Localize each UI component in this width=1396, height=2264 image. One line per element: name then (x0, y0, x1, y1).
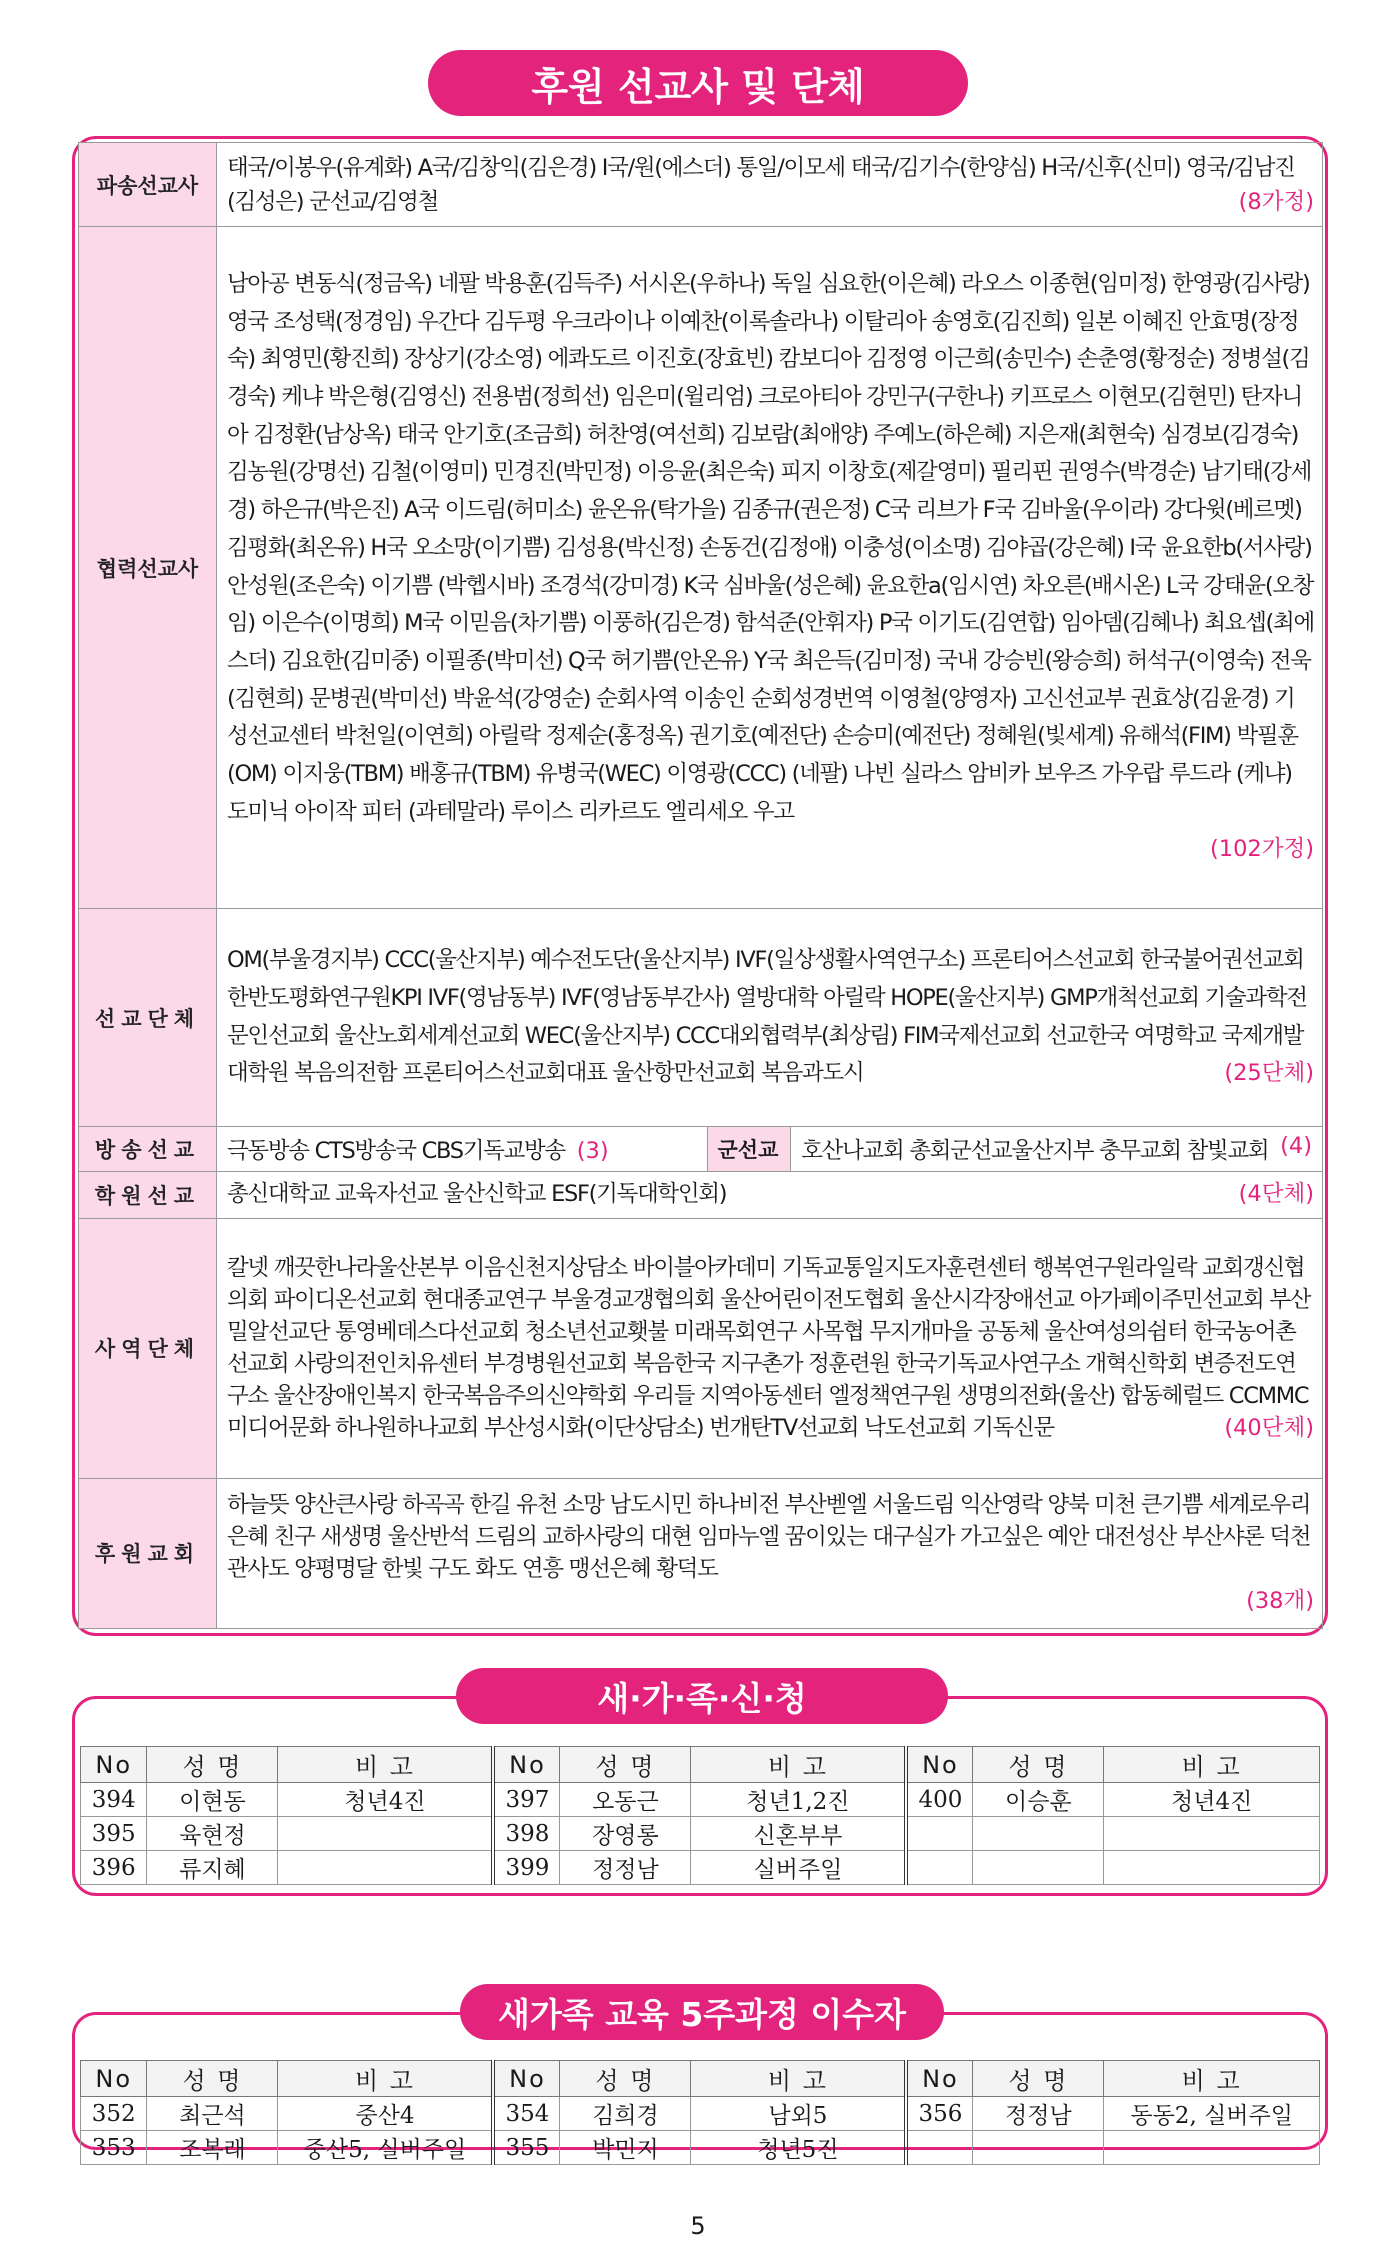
dispatch-text: 태국/이봉우(유계화) A국/김창익(김은경) I국/원(에스더) 통일/이모세 태국/김기수(한양심) H국/신후(신미) 영국/김남진(김성은) 군선교/김영철 (227, 154, 1295, 215)
table-row (81, 1817, 1320, 1851)
ministry-count: (40단체) (1224, 1415, 1314, 1442)
entry-note: 남외5 (691, 2097, 907, 2131)
entry-no: 399 (493, 1851, 559, 1885)
ministry-label: 사역단체 (79, 1218, 217, 1478)
entry-no: 353 (81, 2131, 147, 2165)
header-name: 성 명 (973, 2061, 1104, 2097)
entry-note (278, 1817, 494, 1851)
entry-name: 류지혜 (147, 1851, 278, 1885)
churches-count: (38개) (1246, 1588, 1314, 1615)
entry-name: 조복래 (147, 2131, 278, 2165)
new-family-table (80, 1746, 1320, 1885)
ministry-text: 칼넷 깨끗한나라울산본부 이음신천지상담소 바이블아카데미 기독교통일지도자훈련센터 행복연구원라일락 교회갱신협의회 파이디온선교회 현대종교연구 부울경교갱협의회 울산어린이전도협회 울산시각장애선교 아가페이주민선교회 부산밀알선교단 통영베데스다선교회 청소년선교횃불 미래목회연구 사목협 무지개마을 공동체 울산여성의쉼터 한국농어촌선교회 사랑의전인치유센터 부경병원선교회 복음한국 지구촌가 정훈련원 한국기독교사연구소 개혁신학회 변증전도연구소 울산장애인복지 한국복음주의신약학회 우리들 지역아동센터 엘정책연구원 생명의전화(울산) 합동헤럴드 CCMMC미디어문화 하나원하나교회 부산성시화(이단상담소) 번개탄TV선교회 낙도선교회 기독신문 (227, 1255, 1311, 1442)
entry-note: 청년4진 (278, 1783, 494, 1817)
entry-no (906, 1851, 972, 1885)
campus-content (217, 1172, 1323, 1219)
entry-no: 397 (493, 1783, 559, 1817)
mission-orgs-row (79, 909, 1323, 1127)
sponsor-table (78, 142, 1323, 1629)
entry-note: 청년1,2진 (691, 1783, 907, 1817)
header-no: No (81, 1747, 147, 1783)
entry-note: 중산5, 실버주일 (278, 2131, 494, 2165)
entry-no: 398 (493, 1817, 559, 1851)
cooperating-text: 남아공 변동식(정금옥) 네팔 박용훈(김득주) 서시온(우하나) 독일 심요한(이은혜) 라오스 이종현(임미정) 한영광(김사랑) 영국 조성택(정경임) 우간다 김두평 우크라이나 이예찬(이록솔라나) 이탈리아 송영호(김진희) 일본 이혜진 안효명(장정숙) 최영민(황진희) 장상기(강소영) 에콰도르 이진호(장효빈) 캄보디아 김정영 이근희(송민수) 손춘영(황정순) 정병설(김경숙) 케냐 박은형(김영신) 전용범(정희선) 임은미(윌리엄) 크로아티아 강민구(구한나) 키프로스 이현모(김현민) 탄자니아 김정환(남상옥) 태국 안기호(조금희) 허찬영(여선희) 김보람(최애양) 주예노(하은혜) 지은재(최현숙) 심경보(김경숙) 김농원(강명선) 김철(이영미) 민경진(박민정) 이응윤(최은숙) 피지 이창호(제갈영미) 필리핀 권영수(박경순) 남기태(강세경) 하은규(박은진) A국 이드림(허미소) 윤온유(탁가을) 김종규(권은정) C국 리브가 F국 김바울(우이라) 강다윗(베르멧) 김평화(최온유) H국 오소망(이기쁨) 김성용(박신정) 손동건(김정애) 이충성(이소명) 김야곱(강은혜) I국 윤요한b(서사랑) 안성원(조은숙) 이기쁨 (박헵시바) 조경석(강미경) K국 심바울(성은혜) 윤요한a(임시연) 차오른(배시온) L국 강태윤(오창임) 이은수(이명희) M국 이믿음(차기쁨) 이풍하(김은경) 함석준(안휘자) P국 이기도(김연합) 임아뎀(김혜나) 최요셉(최에스더) 김요한(김미중) 이필종(박미선) Q국 허기쁨(안온유) Y국 최은득(김미정) 국내 강승빈(왕승희) 허석구(이영숙) 전욱(김현희) 문병권(박미선) 박윤석(강영순) 순회사역 이송인 순회성경번역 이영철(양영자) 고신선교부 권효상(김윤경) 기성선교센터 박천일(이연희) 아릴락 정제순(홍정옥) 권기호(예전단) 손승미(예전단) 정혜원(빛세계) 유해석(FIM) 박필훈(OM) 이지웅(TBM) 배홍규(TBM) 유병국(WEC) 이영광(CCC) (네팔) 나빈 실라스 암비카 보우즈 가우랍 루드라 (케냐) 도미닉 아이작 피터 (과테말라) 루이스 리카르도 엘리세오 우고 (227, 270, 1314, 825)
dispatch-row (79, 143, 1323, 227)
table-row (81, 2097, 1320, 2131)
cooperating-label: 협력선교사 (79, 227, 217, 909)
campus-row (79, 1172, 1323, 1219)
header-note: 비 고 (691, 2061, 907, 2097)
entry-note: 동동2, 실버주일 (1104, 2097, 1320, 2131)
mission-orgs-text: OM(부울경지부) CCC(울산지부) 예수전도단(울산지부) IVF(일상생활사역연구소) 프론티어스선교회 한국불어권선교회 한반도평화연구원KPI IVF(영남동부) IVF(영남동부간사) 열방대학 아릴락 HOPE(울산지부) GMP개척선교회 기술과학전문인선교회 울산노회세계선교회 WEC(울산지부) CCC대외협력부(최상림) FIM국제선교회 선교한국 여명학교 국제개발대학원 복음의전함 프론티어스선교회대표 울산항만선교회 복음과도시 (227, 947, 1307, 1087)
entry-no: 400 (906, 1783, 972, 1817)
header-name: 성 명 (147, 1747, 278, 1783)
edu-completion-title: 새가족 교육 5주과정 이수자 (460, 1984, 944, 2040)
page-number: 5 (690, 2212, 706, 2240)
header-no: No (493, 1747, 559, 1783)
entry-no: 394 (81, 1783, 147, 1817)
header-note: 비 고 (1104, 1747, 1320, 1783)
header-note: 비 고 (691, 1747, 907, 1783)
entry-no: 355 (493, 2131, 559, 2165)
entry-name: 박민지 (560, 2131, 691, 2165)
military-count: (4) (1280, 1133, 1312, 1159)
entry-no: 356 (906, 2097, 972, 2131)
entry-name: 정정남 (973, 2097, 1104, 2131)
cooperating-row (79, 227, 1323, 909)
header-no: No (906, 1747, 972, 1783)
edu-completion-table (80, 2060, 1320, 2165)
entry-name (973, 2131, 1104, 2165)
campus-count: (4단체) (1238, 1181, 1314, 1207)
header-no: No (906, 2061, 972, 2097)
header-note: 비 고 (278, 2061, 494, 2097)
header-name: 성 명 (973, 1747, 1104, 1783)
header-no: No (493, 2061, 559, 2097)
entry-note (1104, 1817, 1320, 1851)
dispatch-count: (8가정) (1238, 188, 1314, 215)
dispatch-label: 파송선교사 (79, 143, 217, 227)
churches-content (217, 1478, 1323, 1628)
military-text: 호산나교회 총회군선교울산지부 충무교회 참빛교회 (801, 1138, 1269, 1164)
broadcast-label: 방송선교 (79, 1127, 217, 1172)
table-row (81, 1851, 1320, 1885)
entry-no: 354 (493, 2097, 559, 2131)
ministry-row (79, 1218, 1323, 1478)
entry-note: 청년4진 (1104, 1783, 1320, 1817)
header-note: 비 고 (1104, 2061, 1320, 2097)
mission-orgs-count: (25단체) (1224, 1060, 1314, 1087)
entry-name: 장영롱 (560, 1817, 691, 1851)
header-name: 성 명 (147, 2061, 278, 2097)
campus-label: 학원선교 (79, 1172, 217, 1219)
mission-orgs-content (217, 909, 1323, 1127)
entry-note: 청년5진 (691, 2131, 907, 2165)
entry-note (1104, 2131, 1320, 2165)
entry-note (1104, 1851, 1320, 1885)
header-note: 비 고 (278, 1747, 494, 1783)
broadcast-text: 극동방송 CTS방송국 CBS기독교방송 (227, 1138, 565, 1164)
entry-note (278, 1851, 494, 1885)
churches-text: 하늘뜻 양산큰사랑 하곡곡 한길 유천 소망 남도시민 하나비전 부산벧엘 서울드림 익산영락 양북 미천 큰기쁨 세계로우리 은혜 친구 새생명 울산반석 드림의 교하사랑의 대현 임마누엘 꿈이있는 대구실가 가고싶은 예안 대전성산 부산샤론 덕천 관사도 양평명달 한빛 구도 화도 연흥 맹선은혜 황덕도 (227, 1492, 1311, 1583)
cooperating-count: (102가정) (1210, 836, 1314, 863)
entry-no: 352 (81, 2097, 147, 2131)
entry-name: 오동근 (560, 1783, 691, 1817)
header-name: 성 명 (560, 1747, 691, 1783)
entry-note: 신혼부부 (691, 1817, 907, 1851)
table-row (81, 2131, 1320, 2165)
military-text-cell (791, 1127, 1322, 1171)
broadcast-row (79, 1127, 1323, 1172)
ministry-content (217, 1218, 1323, 1478)
broadcast-count: (3) (576, 1138, 609, 1164)
entry-name (973, 1851, 1104, 1885)
cooperating-content (217, 227, 1323, 909)
churches-label: 후원교회 (79, 1478, 217, 1628)
header-name: 성 명 (560, 2061, 691, 2097)
entry-name: 최근석 (147, 2097, 278, 2131)
entry-note: 실버주일 (691, 1851, 907, 1885)
edu-header-row (81, 2061, 1320, 2097)
entry-name: 이승훈 (973, 1783, 1104, 1817)
entry-name: 육현정 (147, 1817, 278, 1851)
entry-name (973, 1817, 1104, 1851)
new-family-header-row (81, 1747, 1320, 1783)
table-row (81, 1783, 1320, 1817)
entry-no (906, 2131, 972, 2165)
entry-name: 이현동 (147, 1783, 278, 1817)
entry-no: 396 (81, 1851, 147, 1885)
new-family-title: 새·가·족·신·청 (456, 1668, 948, 1724)
dispatch-content (217, 143, 1323, 227)
entry-no (906, 1817, 972, 1851)
campus-text: 총신대학교 교육자선교 울산신학교 ESF(기독대학인회) (227, 1181, 727, 1207)
churches-row (79, 1478, 1323, 1628)
entry-name: 정정남 (560, 1851, 691, 1885)
military-label: 군선교 (707, 1127, 791, 1171)
page-title: 후원 선교사 및 단체 (428, 50, 968, 116)
mission-orgs-label: 선교단체 (79, 909, 217, 1127)
broadcast-text-cell (217, 1127, 707, 1171)
header-no: No (81, 2061, 147, 2097)
entry-no: 395 (81, 1817, 147, 1851)
entry-name: 김희경 (560, 2097, 691, 2131)
broadcast-content (217, 1127, 1323, 1172)
entry-note: 중산4 (278, 2097, 494, 2131)
